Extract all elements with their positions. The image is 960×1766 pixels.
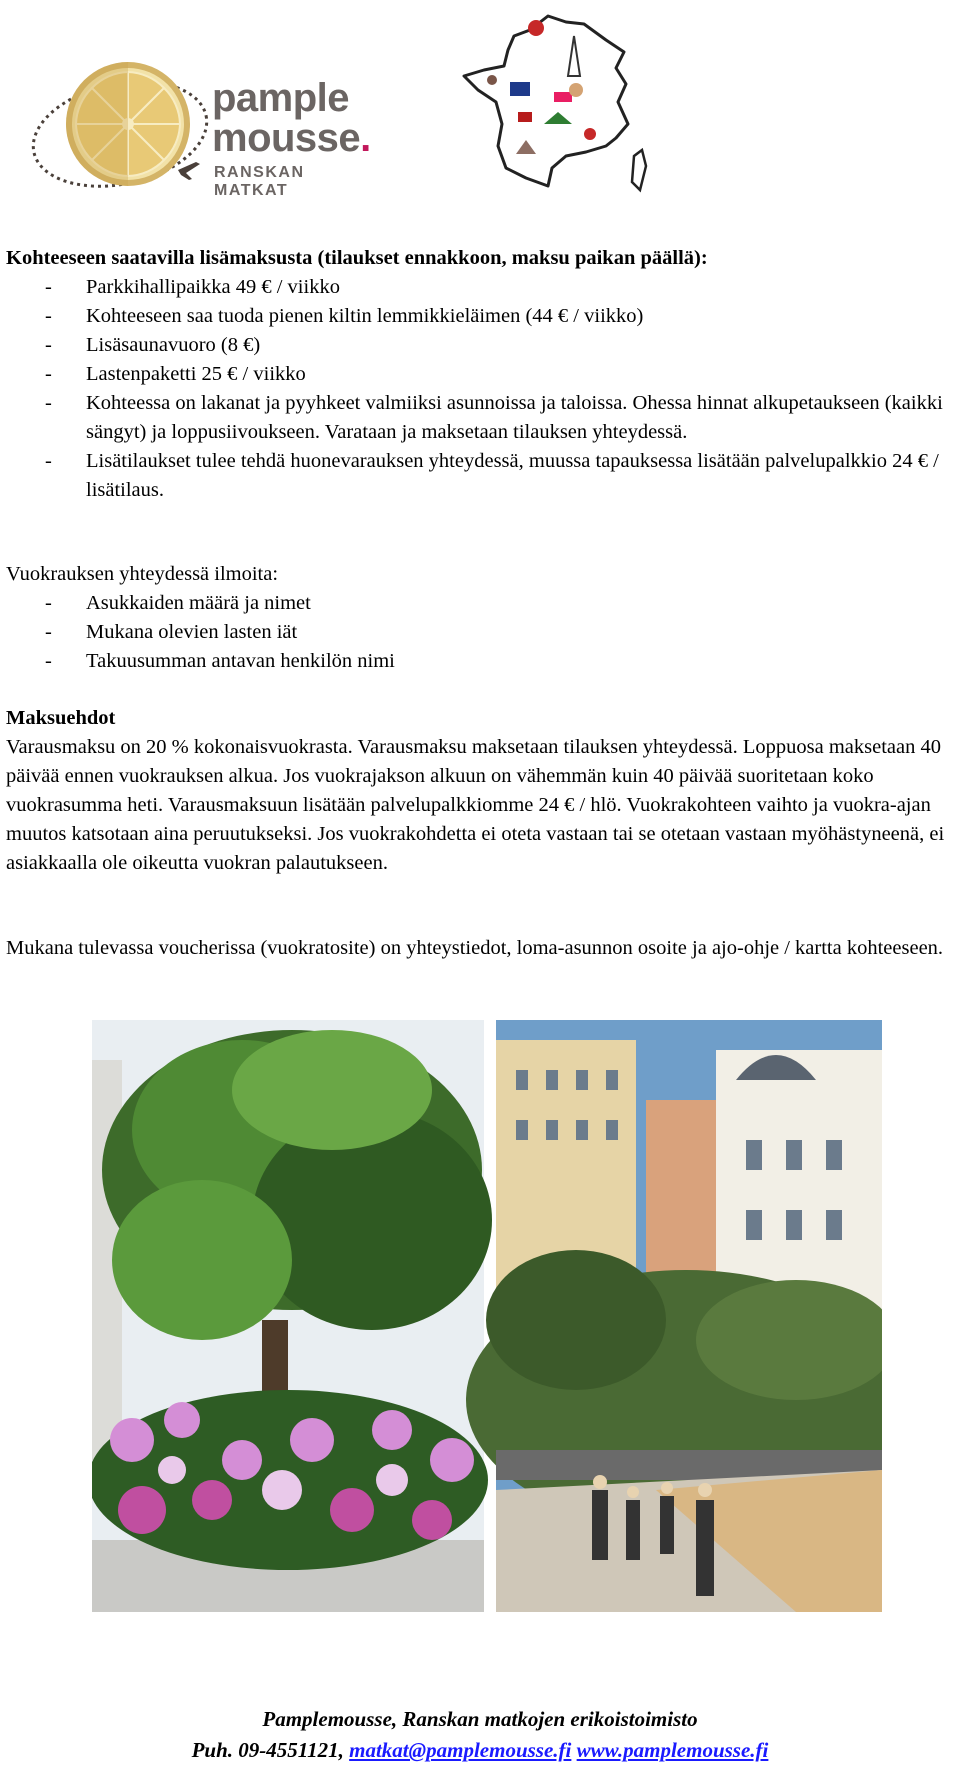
company-logo	[28, 48, 378, 208]
list-item: - Lastenpaketti 25 € / viikko	[45, 363, 306, 385]
extras-section	[6, 244, 956, 505]
notify-list	[6, 589, 956, 676]
logo-word-mousse: mousse.	[212, 116, 371, 160]
footer-phone: Puh. 09-4551121,	[191, 1738, 344, 1762]
logo-word-pample: pample	[212, 76, 350, 120]
payment-text: Varausmaksu on 20 % kokonaisvuokrasta. Varausmaksu maksetaan tilauksen yhteydessä. Loppuosa maksetaan 40 päivää ennen vuokrauksen alkua. Jos vuokrajakson alkuun on vähemmän kuin 40 päivää suoritetaan koko vuokrasumma heti. Varausmaksuun lisätään palvelupalkkiomme 24 € / hlö. Vuokrakohteen vaihto ja vuokra-ajan muutos katsotaan aina peruutukseksi. Jos vuokrakohdetta ei oteta vastaan tai se otetaan vastaan myöhästyneenä, ei asiakkaalla ole oikeutta vuokran palautukseen.	[6, 736, 945, 874]
list-item: - Mukana olevien lasten iät	[45, 621, 298, 643]
grapefruit-icon	[28, 48, 218, 208]
logo-subtitle: RANSKAN MATKAT	[214, 164, 305, 199]
payment-heading: Maksuehdot	[6, 707, 116, 729]
voucher-section	[6, 934, 956, 963]
photos	[92, 1020, 882, 1612]
list-item: - Asukkaiden määrä ja nimet	[45, 592, 311, 614]
notify-section	[6, 560, 956, 676]
france-map-icon	[456, 6, 656, 212]
list-item: - Parkkihallipaikka 49 € / viikko	[45, 276, 340, 298]
list-item: - Takuusumman antavan henkilön nimi	[45, 650, 395, 672]
footer-company: Pamplemousse, Ranskan matkojen erikoistoimisto	[262, 1707, 698, 1731]
footer-website-link[interactable]: www.pamplemousse.fi	[576, 1738, 769, 1762]
extras-list	[6, 273, 956, 505]
hydrangea-tree-photo	[92, 1020, 492, 1612]
footer-contact	[0, 1735, 960, 1766]
list-item: - Kohteessa on lakanat ja pyyhkeet valmiiksi asunnoissa ja taloissa. Ohessa hinnat alkupetaukseen (kaikki sängyt) ja loppusiivoukseen. Varataan ja maksetaan tilauksen yhteydessä.	[45, 392, 943, 443]
voucher-text: Mukana tulevassa voucherissa (vuokratosite) on yhteystiedot, loma-asunnon osoite ja ajo-ohje / kartta kohteeseen.	[6, 937, 944, 959]
notify-heading: Vuokrauksen yhteydessä ilmoita:	[6, 563, 279, 585]
list-item: - Lisäsaunavuoro (8 €)	[45, 334, 261, 356]
list-item: - Lisätilaukset tulee tehdä huonevarauksen yhteydessä, muussa tapauksessa lisätään palvelupalkkio 24 € / lisätilaus.	[45, 450, 939, 501]
france-illustrated-map	[456, 6, 656, 212]
list-item: - Kohteeseen saa tuoda pienen kiltin lemmikkieläimen (44 € / viikko)	[45, 305, 644, 327]
payment-section	[6, 704, 956, 878]
footer-email-link[interactable]: matkat@pamplemousse.fi	[349, 1738, 572, 1762]
extras-heading: Kohteeseen saatavilla lisämaksusta (tilaukset ennakkoon, maksu paikan päällä):	[6, 247, 708, 269]
seaside-promenade-photo	[466, 1020, 882, 1612]
footer	[0, 1704, 960, 1766]
